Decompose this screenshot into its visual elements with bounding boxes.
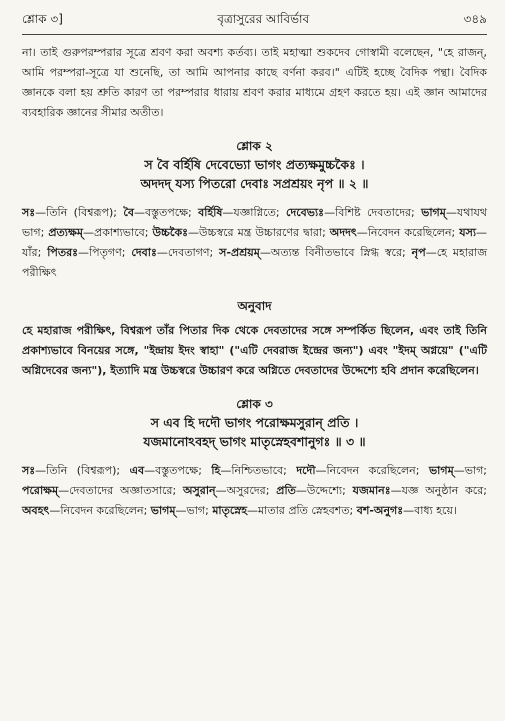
intro-paragraph: না। তাই গুরুপরম্পরার সূত্রে শ্রবণ করা অবশ্য কর্তব্য। তাই মহাত্মা শুকদেব গোস্বামী বলেছেন, "হে রাজন্, আমি পরম্পরা-সূত্রে যা শুনেছি, তা আমি আপনার কাছে বর্ণনা করব।" এটিই হচ্ছে বৈদিক পন্থা। বৈদিক জ্ঞানকে বলা হয় শ্রুতি কারণ তা পরম্পরার ধারায় শ্রবণ করার মাধ্যমে গ্রহণ করতে হয়। এই জ্ঞান আমাদের ব্যবহারিক জ্ঞানের সীমার অতীত। (22, 46, 487, 119)
synonym-meaning: যথাযথ ভাগ (22, 206, 487, 239)
synonym-word: হি (211, 464, 221, 477)
verse-3-title: শ্লোক ৩ (236, 397, 273, 411)
synonym-word: ভাগম্ (421, 206, 446, 219)
synonym-meaning: তিনি (বিশ্বরূপ) (46, 206, 114, 219)
synonym-word: মাতৃস্নেহ (212, 504, 248, 517)
verse-2-line-1: স বৈ বর্হিষি দেবেভ্যো ভাগং প্রত্যক্ষমুচ্চকৈঃ । (144, 157, 365, 172)
synonym-word: যজমানঃ (352, 484, 391, 497)
header-verse-ref: শ্লোক ৩] (22, 12, 63, 26)
synonym-meaning: অসুরদের (226, 484, 266, 497)
synonym-word: উচ্চকৈঃ (152, 226, 189, 239)
synonym-meaning: ভাগ (464, 464, 484, 477)
synonym-word: দদৌ (296, 464, 316, 477)
synonym-meaning: দেবতাদের অজ্ঞাতসারে (69, 484, 173, 497)
synonym-meaning: যাঁর (22, 246, 38, 259)
synonym-meaning: বস্তুতপক্ষে (155, 464, 199, 477)
synonym-word: দেবাঃ (131, 246, 157, 259)
synonym-meaning: পিতৃগণ (89, 246, 122, 259)
synonym-word: পরোক্ষম্ (22, 484, 59, 497)
synonym-word: যস্য (459, 226, 477, 239)
synonym-word: অদদৎ (329, 226, 357, 239)
synonym-word: বশ-অনুগঃ (356, 504, 404, 517)
synonym-word: দেবেভ্যঃ (286, 206, 325, 219)
synonym-word: অসুরান্ (183, 484, 216, 497)
synonym-word: সঃ (22, 206, 36, 219)
synonym-word: এব (129, 464, 145, 477)
translation-title: অনুবাদ (237, 299, 272, 313)
synonym-meaning: বিশিষ্ট দেবতাদের (335, 206, 412, 219)
verse-3-line-2: যজমানোঽবহদ্ ভাগং মাতৃস্নেহবশানুগঃ ॥ ৩ ॥ (143, 434, 366, 449)
synonym-meaning: নিবেদন করেছিলেন (60, 504, 144, 517)
synonym-meaning: দেবতাগণ (167, 246, 210, 259)
synonym-word: নৃপ (411, 246, 426, 259)
synonym-meaning: বাধ্য হয়ে। (414, 504, 457, 517)
synonym-meaning: প্রকাশ্যভাবে (94, 226, 145, 239)
verse-2-line-2: অদদদ্ যস্য পিতরো দেবাঃ সপ্রশ্রয়ং নৃপ ॥ ২ ॥ (140, 176, 369, 191)
synonym-meaning: যজ্ঞাগ্নিতে (233, 206, 276, 219)
synonym-meaning: উদ্দেশ্যে (306, 484, 343, 497)
synonym-meaning: বস্তুতপক্ষে (144, 206, 189, 219)
synonym-meaning: হে মহারাজ পরীক্ষিৎ (22, 246, 488, 279)
synonym-word: প্রতি (276, 484, 296, 497)
synonym-meaning: যজ্ঞ অনুষ্ঠান করে (401, 484, 484, 497)
synonym-word: সঃ (22, 464, 36, 477)
synonym-word: বৈ (123, 206, 134, 219)
synonym-meaning: নিবেদন করেছিলেন (367, 226, 452, 239)
synonym-meaning: উচ্চস্বরে মন্ত্র উচ্চারণের দ্বারা (199, 226, 323, 239)
running-header (22, 8, 487, 35)
synonym-meaning: অত্যন্ত বিনীতভাবে স্নিগ্ধ স্বরে (270, 246, 402, 259)
synonym-meaning: মাতার প্রতি স্নেহবশত (258, 504, 350, 517)
synonym-meaning: তিনি (বিশ্বরূপ) (46, 464, 117, 477)
synonym-word: পিতরঃ (47, 246, 79, 259)
synonym-word: অবহৎ (22, 504, 50, 517)
synonym-word: ভাগম্ (150, 504, 176, 517)
synonym-word: বর্হিষি (198, 206, 223, 219)
verse-3-line-1: স এব হি দদৌ ভাগং পরোক্ষমসুরান্ প্রতি । (150, 415, 359, 430)
header-chapter-title: বৃত্রাসুরের আবির্ভাব (217, 12, 310, 26)
synonym-word: ভাগম্ (428, 464, 454, 477)
verse-2-translation: হে মহারাজ পরীক্ষিৎ, বিশ্বরূপ তাঁর পিতার দিক থেকে দেবতাদের সঙ্গে সম্পর্কিত ছিলেন, এবং তাই তিনি প্রকাশ্যভাবে বিনয়ের সঙ্গে, "ইন্দ্রায় ইদং স্বাহা" ("এটি দেবরাজ ইন্দ্রের জন্য") এবং "ইদম্ অগ্নয়ে" ("এটি অগ্নিদেবের জন্য"), ইত্যাদি মন্ত্র উচ্চস্বরে উচ্চারণ করে অগ্নিতে দেবতাদের উদ্দেশ্যে হবি প্রদান করেছিলেন। (22, 324, 487, 377)
verse-2-synonyms: সঃ—তিনি (বিশ্বরূপ); বৈ—বস্তুতপক্ষে; বর্হিষি—যজ্ঞাগ্নিতে; দেবেভ্যঃ—বিশিষ্ট দেবতাদের; ভাগম্—যথাযথ ভাগ; প্রত্যক্ষম্—প্রকাশ্যভাবে; উচ্চকৈঃ—উচ্চস্বরে মন্ত্র উচ্চারণের দ্বারা; অদদৎ—নিবেদন করেছিলেন; যস্য—যাঁর; পিতরঃ—পিতৃগণ; দেবাঃ—দেবতাগণ; স-প্রশ্রয়ম্—অত্যন্ত বিনীতভাবে স্নিগ্ধ স্বরে; নৃপ—হে মহারাজ পরীক্ষিৎ (22, 206, 488, 279)
synonym-word: স-প্রশ্রয়ম্ (219, 246, 260, 259)
synonym-meaning: নিশ্চিতভাবে (231, 464, 284, 477)
synonym-meaning: ভাগ (186, 504, 206, 517)
synonym-meaning: নিবেদন করেছিলেন (326, 464, 416, 477)
synonym-word: প্রত্যক্ষম্ (48, 226, 84, 239)
page-number: ৩৪৯ (463, 12, 487, 26)
verse-2-title: শ্লোক ২ (236, 139, 273, 153)
verse-3-synonyms: সঃ—তিনি (বিশ্বরূপ); এব—বস্তুতপক্ষে; হি—নিশ্চিতভাবে; দদৌ—নিবেদন করেছিলেন; ভাগম্—ভাগ; পরোক্ষম্—দেবতাদের অজ্ঞাতসারে; অসুরান্—অসুরদের; প্রতি—উদ্দেশ্যে; যজমানঃ—যজ্ঞ অনুষ্ঠান করে; অবহৎ—নিবেদন করেছিলেন; ভাগম্—ভাগ; মাতৃস্নেহ—মাতার প্রতি স্নেহবশত; বশ-অনুগঃ—বাধ্য হয়ে। (22, 464, 488, 517)
